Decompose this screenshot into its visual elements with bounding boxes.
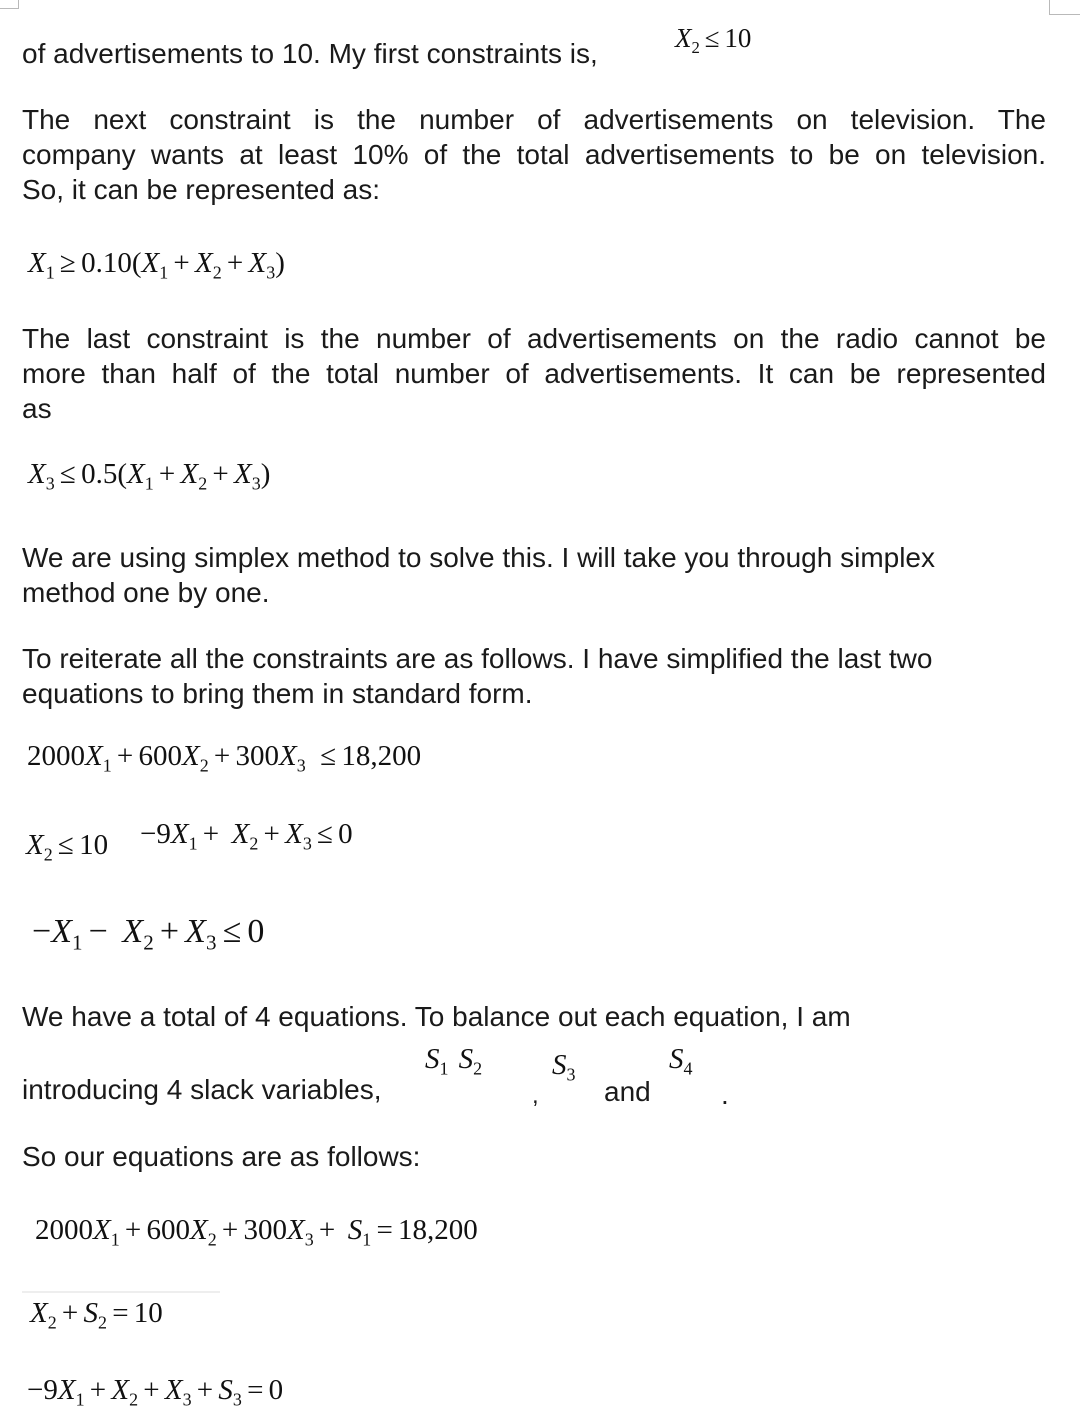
equation-separator-line (22, 1291, 220, 1293)
math-tv-constraint: $X_1 \ge 0.10(X_1 + X_2 + X_3)$ (28, 247, 285, 283)
math-x2-limit: $X_2 \le 10$ (26, 829, 109, 865)
math-slack-s3: $S_3$ (552, 1049, 576, 1085)
text-tv-line-2: company wants at least 10% of the total advertisements to be on television. (22, 139, 1046, 170)
math-budget-constraint: $2000X_1 + 600X_2 + 300X_3 \le 18,200$ (27, 740, 422, 776)
text-radio-line-1: The last constraint is the number of advertisements on the radio cannot be (22, 323, 1046, 354)
text-slack-line-1: We have a total of 4 equations. To balance out each equation, I am (22, 1001, 851, 1032)
text-reiterate-line-1: To reiterate all the constraints are as follows. I have simplified the last two (22, 643, 933, 674)
text-first-constraint-intro: of advertisements to 10. My first constraints is, (22, 38, 598, 69)
math-tv-standard-form: $-9X_1 + X_2 + X_3 \le 0$ (140, 818, 353, 854)
text-tv-line-1: The next constraint is the number of advertisements on television. The (22, 104, 1046, 135)
page-corner-mark-left (0, 0, 19, 9)
text-radio-line-3: as (22, 393, 52, 424)
text-slack-comma: , (532, 1082, 539, 1109)
math-radio-constraint: $X_3 \le 0.5(X_1 + X_2 + X_3)$ (28, 458, 271, 494)
text-slack-and: and (604, 1076, 651, 1107)
text-reiterate-line-2: equations to bring them in standard form. (22, 678, 533, 709)
math-equation-3: $-9X_1 + X_2 + X_3 + S_3 = 0$ (27, 1374, 284, 1410)
text-slack-period: . (721, 1079, 729, 1110)
math-x2-le-10-inline: $X_2 \le 10$ (675, 23, 752, 57)
math-slack-s1-s2: $S_1$ $S_2$ (425, 1043, 483, 1079)
math-equation-1: $2000X_1 + 600X_2 + 300X_3 + S_1 = 18,200$ (35, 1214, 478, 1250)
text-tv-line-3: So, it can be represented as: (22, 174, 380, 205)
text-equations-intro: So our equations are as follows: (22, 1141, 421, 1172)
page-corner-mark-right (1049, 0, 1080, 15)
math-equation-2: $X_2 + S_2 = 10$ (30, 1297, 163, 1333)
math-radio-standard-form: $-X_1 - X_2 + X_3 \le 0$ (32, 913, 265, 955)
text-radio-line-2: more than half of the total number of advertisements. It can be represented (22, 358, 1046, 389)
text-simplex-line-2: method one by one. (22, 577, 270, 608)
math-slack-s4: $S_4$ (669, 1043, 693, 1079)
text-simplex-line-1: We are using simplex method to solve this. I will take you through simplex (22, 542, 936, 573)
text-slack-line-2: introducing 4 slack variables, (22, 1074, 382, 1105)
